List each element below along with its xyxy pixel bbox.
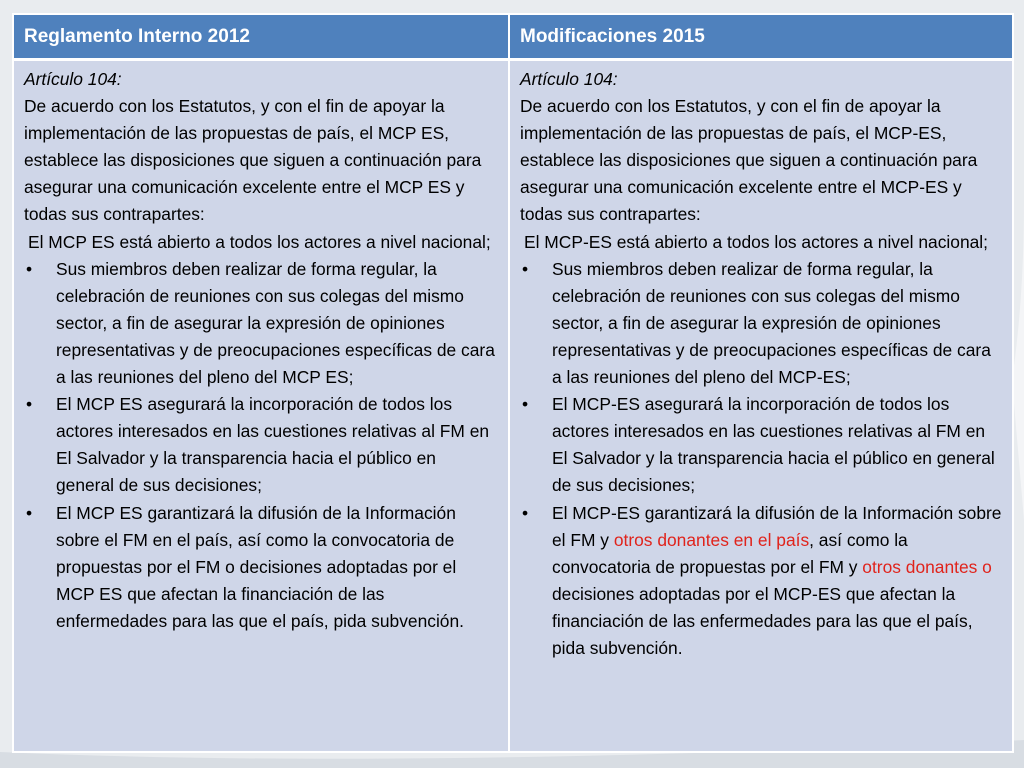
highlighted-text: otros donantes o: [862, 556, 992, 577]
header-row: [13, 14, 1013, 60]
text-segment: , así como la convocatoria de propuestas por el FM y: [552, 529, 908, 577]
bullet-icon: •: [522, 394, 529, 415]
bullet-icon: •: [26, 394, 33, 415]
text-segment: El MCP-ES garantizará la difusión de la Información sobre el FM y: [552, 502, 1002, 550]
list-item: [520, 256, 1002, 391]
list-item: [24, 500, 498, 635]
list-item-text: [552, 503, 1001, 658]
open-statement: El MCP-ES está abierto a todos los actores a nivel nacional;: [524, 231, 988, 252]
list-item: [24, 256, 498, 391]
content-row: [13, 60, 1013, 753]
article-intro: De acuerdo con los Estatutos, y con el fin de apoyar la implementación de las propuestas de país, el MCP ES, establece las disposiciones que siguen a continuación para asegurar una comunicación excelente entre el MCP ES y todas sus contrapartes:: [24, 96, 482, 225]
list-item-text: Sus miembros deben realizar de forma regular, la celebración de reuniones con sus colegas del mismo sector, a fin de asegurar la expresión de opiniones representativas y de preocupaciones específicas de cara a las reuniones del pleno del MCP-ES;: [552, 258, 991, 388]
list-item-text: Sus miembros deben realizar de forma regular, la celebración de reuniones con sus colegas del mismo sector, a fin de asegurar la expresión de opiniones representativas y de preocupaciones específicas de cara a las reuniones del pleno del MCP ES;: [56, 258, 495, 388]
bullet-list: [520, 256, 1002, 662]
header-modificaciones-2015: Modificaciones 2015: [509, 14, 1013, 60]
bullet-icon: •: [26, 258, 33, 279]
highlighted-text: otros donantes en el país: [613, 529, 810, 550]
bullet-icon: •: [522, 502, 529, 523]
list-item: [520, 391, 1002, 499]
bullet-icon: •: [26, 502, 33, 523]
cell-reglamento-2012: [13, 60, 509, 753]
header-reglamento-2012: Reglamento Interno 2012: [13, 14, 509, 60]
text-segment: decisiones adoptadas por el MCP-ES que afectan la financiación de las enfermedades para las que el país, pida subvención.: [552, 583, 973, 658]
article-intro: De acuerdo con los Estatutos, y con el fin de apoyar la implementación de las propuestas de país, el MCP-ES, establece las disposiciones que siguen a continuación para asegurar una comunicación excelente entre el MCP-ES y todas sus contrapartes:: [520, 96, 978, 225]
list-item-text: El MCP-ES asegurará la incorporación de todos los actores interesados en las cuestiones relativas al FM en El Salvador y la transparencia hacia el público en general de sus decisiones;: [552, 394, 995, 496]
article-title: Artículo 104:: [24, 69, 122, 89]
cell-modificaciones-2015: [509, 60, 1013, 753]
list-item: [520, 500, 1002, 663]
article-title: Artículo 104:: [520, 69, 618, 89]
list-item: [24, 391, 498, 499]
open-statement: El MCP ES está abierto a todos los actores a nivel nacional;: [28, 231, 491, 252]
comparison-table: [12, 13, 1014, 753]
list-item-text: El MCP ES asegurará la incorporación de todos los actores interesados en las cuestiones relativas al FM en El Salvador y la transparencia hacia el público en general de sus decisiones;: [56, 394, 490, 496]
bullet-list: [24, 256, 498, 635]
bullet-icon: •: [522, 258, 529, 279]
list-item-text: El MCP ES garantizará la difusión de la Información sobre el FM en el país, así como la convocatoria de propuestas por el FM o decisiones adoptadas por el MCP ES que afectan la financiación de las enfermedades para las que el país, pida subvención.: [56, 502, 464, 631]
